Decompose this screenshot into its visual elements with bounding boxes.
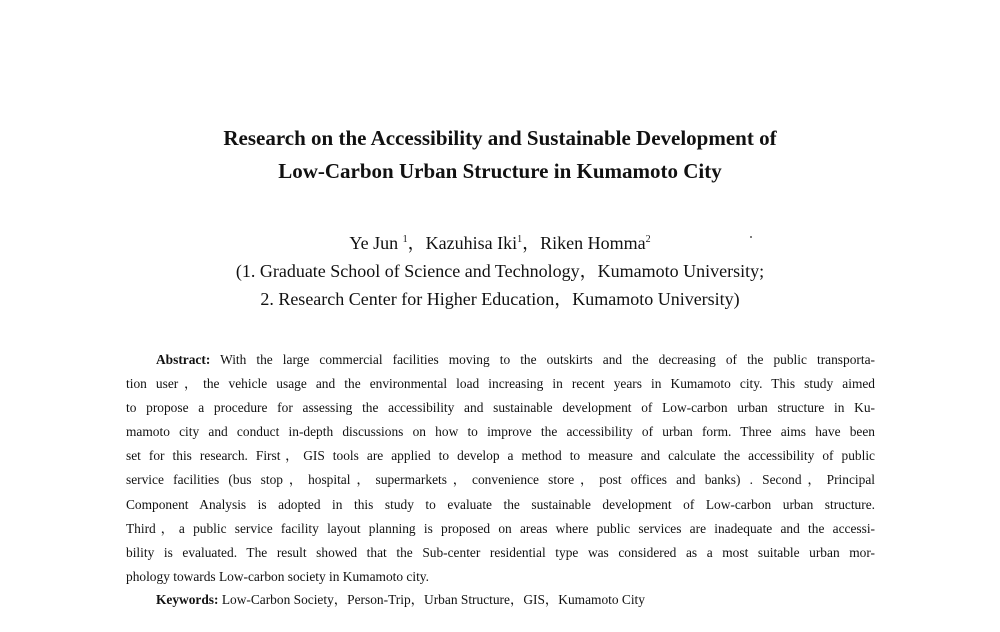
- author-name: Ye Jun: [349, 233, 399, 253]
- author-name: Riken Homma: [540, 233, 646, 253]
- abstract-line: phology towards Low-carbon society in Kumamoto city.: [126, 568, 429, 584]
- keywords-label: Keywords:: [156, 592, 219, 607]
- author-affiliation-mark: 1: [402, 234, 408, 245]
- abstract: [126, 348, 875, 589]
- affiliation-2: 2. Research Center for Higher Education，Kumamoto University): [260, 289, 740, 309]
- title-line-1: Research on the Accessibility and Sustainable Development of: [223, 126, 777, 150]
- abstract-line: Component Analysis is adopted in this study to evaluate the sustainable development of Low-carbon urban structure.: [126, 496, 875, 512]
- author-list: [0, 229, 1000, 257]
- abstract-line: [126, 348, 875, 372]
- scan-speck: [750, 236, 752, 238]
- abstract-line: service facilities (bus stop，hospital，supermarkets，convenience store，post offices and banks) . Second，Principal: [126, 472, 875, 488]
- abstract-line: bility is evaluated. The result showed that the Sub-center residential type was considered as a most suitable urban mor-: [126, 544, 875, 560]
- keywords: [156, 588, 645, 612]
- affiliation-1: (1. Graduate School of Science and Technology，Kumamoto University;: [235, 261, 765, 281]
- abstract-line: to propose a procedure for assessing the accessibility and sustainable development of Low-carbon urban structure in Ku-: [126, 400, 875, 416]
- abstract-line: Third，a public service facility layout planning is proposed on areas where public services are inadequate and the accessi-: [126, 520, 875, 536]
- abstract-line: set for this research. First，GIS tools are applied to develop a method to measure and calculate the accessibility of public: [126, 448, 875, 464]
- author-affiliation-mark: 1: [517, 234, 523, 245]
- paper-title: [0, 122, 1000, 188]
- author-block: [0, 229, 1000, 313]
- author-affiliation-mark: 2: [645, 234, 651, 245]
- abstract-label: Abstract:: [156, 352, 211, 367]
- title-line-2: Low-Carbon Urban Structure in Kumamoto City: [278, 159, 722, 183]
- author-separator: ，: [407, 233, 426, 253]
- abstract-line: tion user，the vehicle usage and the environmental load increasing in recent years in Kumamoto city. This study aimed: [126, 376, 875, 392]
- abstract-line: mamoto city and conduct in-depth discussions on how to improve the accessibility of urban form. Three aims have been: [126, 424, 875, 440]
- abstract-text: With the large commercial facilities moving to the outskirts and the decreasing of the public transporta-: [220, 352, 875, 367]
- author-separator: ，: [522, 233, 541, 253]
- author-name: Kazuhisa Iki: [425, 233, 518, 253]
- keywords-text: Low-Carbon Society，Person-Trip，Urban Structure，GIS，Kumamoto City: [221, 592, 645, 607]
